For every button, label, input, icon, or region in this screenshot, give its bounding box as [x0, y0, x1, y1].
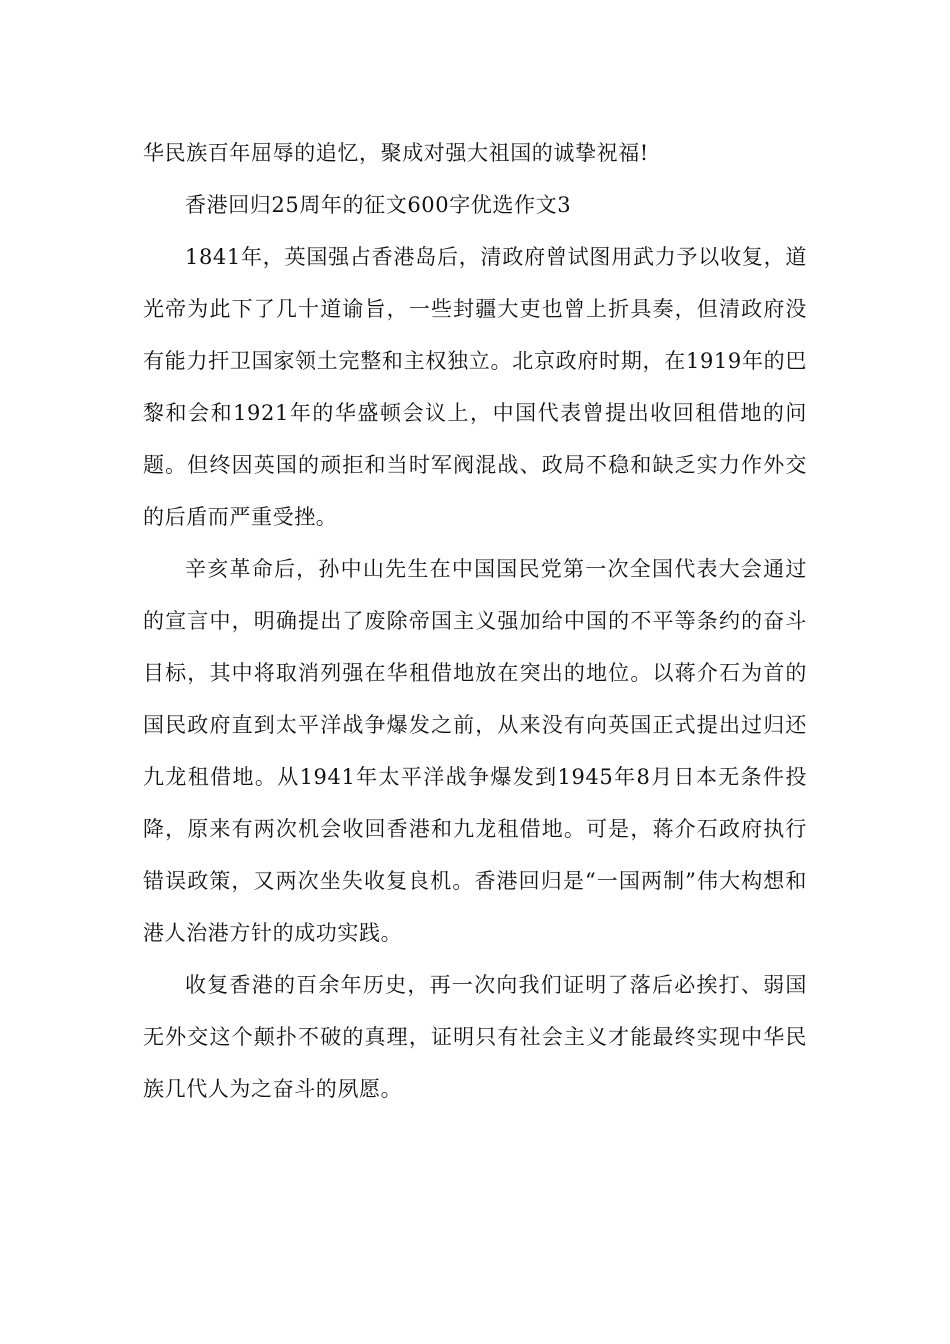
paragraph-conclusion: 收复香港的百余年历史，再一次向我们证明了落后必挨打、弱国无外交这个颠扑不破的真理，证明只有社会主义才能最终实现中华民族几代人为之奋斗的夙愿。: [143, 973, 807, 1101]
document-body: [143, 127, 807, 1115]
paragraph-continuation: 华民族百年屈辱的追忆，聚成对强大祖国的诚挚祝福!: [143, 141, 649, 165]
essay-heading: 香港回归25周年的征文600字优选作文3: [185, 193, 572, 217]
paragraph-xinhai: 辛亥革命后，孙中山先生在中国国民党第一次全国代表大会通过的宣言中，明确提出了废除帝国主义强加给中国的不平等条约的奋斗目标，其中将取消列强在华租借地放在突出的地位。以蒋介石为首的国民政府直到太平洋战争爆发之前，从来没有向英国正式提出过归还九龙租借地。从1941年太平洋战争爆发到1945年8月日本无条件投降，原来有两次机会收回香港和九龙租借地。可是，蒋介石政府执行错误政策，又两次坐失收复良机。香港回归是“一国两制”伟大构想和港人治港方针的成功实践。: [143, 557, 807, 945]
paragraph-1841: 1841年，英国强占香港岛后，清政府曾试图用武力予以收复，道光帝为此下了几十道谕旨，一些封疆大吏也曾上折具奏，但清政府没有能力扞卫国家领土完整和主权独立。北京政府时期，在1919年的巴黎和会和1921年的华盛顿会议上，中国代表曾提出收回租借地的问题。但终因英国的顽拒和当时军阀混战、政局不稳和缺乏实力作外交的后盾而严重受挫。: [143, 245, 807, 529]
